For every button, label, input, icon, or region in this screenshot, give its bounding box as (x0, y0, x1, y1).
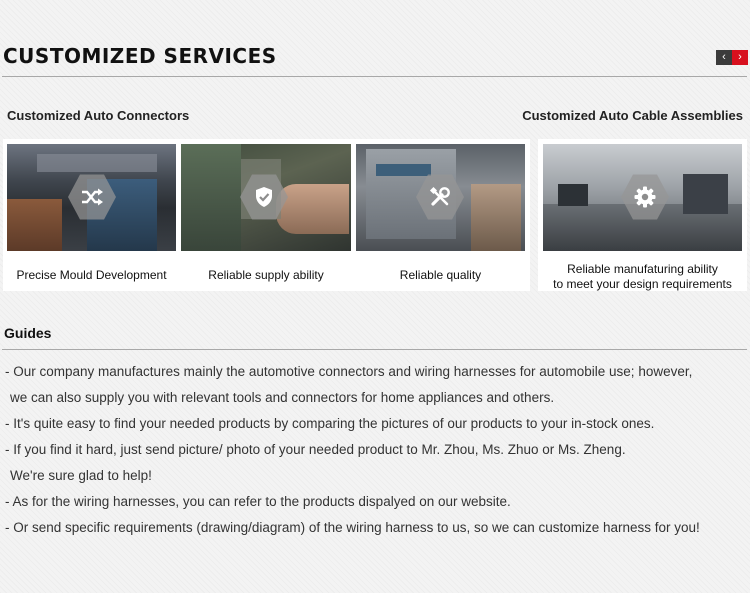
service-card-manufacturing[interactable] (543, 144, 742, 289)
service-card-quality[interactable] (356, 144, 525, 289)
service-card-mould[interactable] (7, 144, 176, 289)
group-label-auto-connectors: Customized Auto Connectors (7, 108, 190, 123)
next-button[interactable]: › (732, 50, 748, 65)
group-label-cable-assemblies: Customized Auto Cable Assemblies (522, 108, 743, 123)
guide-line: We're sure glad to help! (10, 468, 152, 483)
previous-button[interactable]: ‹ (716, 50, 732, 65)
quality-caption: Reliable quality (399, 268, 482, 282)
manufacturing-caption-line2: to meet your design requirements (553, 277, 732, 291)
mould-photo (7, 144, 176, 251)
guide-line: - As for the wiring harnesses, you can refer to the products dispalyed on our website. (5, 494, 511, 509)
guide-line: - Our company manufactures mainly the automotive connectors and wiring harnesses for automobile use; however, (5, 364, 693, 379)
guides-title: Guides (4, 325, 52, 341)
carousel-nav (716, 50, 748, 65)
guide-line: - It's quite easy to find your needed products by comparing the pictures of our products to your in-stock ones. (5, 416, 655, 431)
manufacturing-caption-line1: Reliable manufaturing ability (567, 262, 718, 276)
section-title: CUSTOMIZED SERVICES (3, 44, 277, 68)
supply-caption: Reliable supply ability (208, 268, 324, 282)
service-card-supply[interactable] (181, 144, 351, 289)
guide-line: - If you find it hard, just send picture/ photo of your needed product to Mr. Zhou, Ms. Zhuo or Ms. Zheng. (5, 442, 626, 457)
auto-connectors-panel (3, 139, 530, 291)
manufacturing-photo (543, 144, 742, 251)
guide-line: - Or send specific requirements (drawing/diagram) of the wiring harness to us, so we can customize harness for you! (5, 520, 700, 535)
mould-caption: Precise Mould Development (16, 268, 167, 282)
header-divider (2, 76, 747, 77)
quality-photo (356, 144, 525, 251)
supply-photo (181, 144, 351, 251)
cable-assemblies-panel (538, 139, 747, 291)
guides-divider (2, 349, 747, 350)
guide-line: we can also supply you with relevant tools and connectors for home appliances and others. (10, 390, 555, 405)
